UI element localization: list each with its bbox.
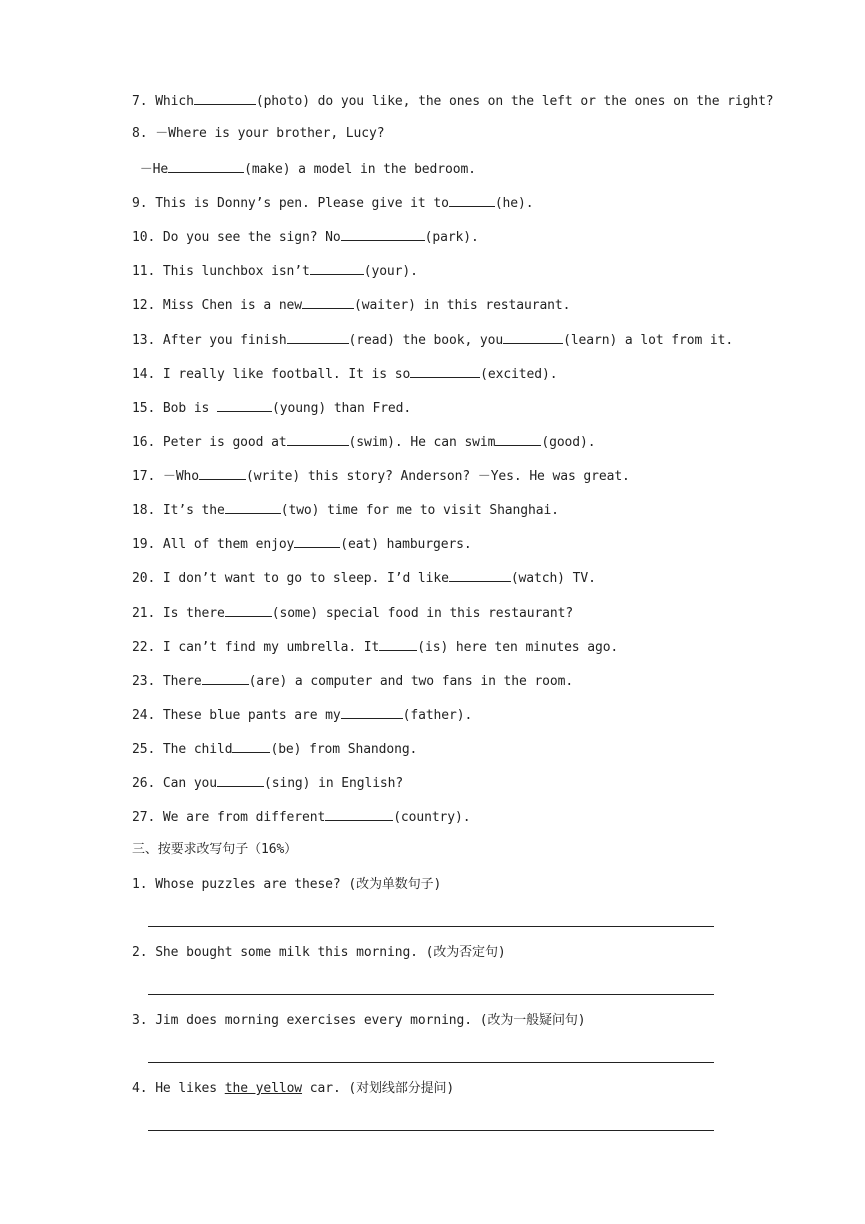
exercise-item (132, 603, 573, 623)
exercise-item (132, 466, 630, 486)
exercise-item (132, 739, 417, 759)
answer-blank[interactable] (168, 159, 244, 173)
item-text: Peter is good at (155, 435, 287, 450)
item-number: 27. (132, 810, 156, 825)
item-text: It’s the (155, 503, 225, 518)
exercise-item (132, 500, 559, 520)
item-number: 15. (132, 401, 156, 416)
item-text: This is Donny’s pen. Please give it to (147, 196, 449, 211)
exercise-item (132, 432, 595, 452)
answer-blank[interactable] (325, 807, 393, 821)
exercise-item (132, 807, 470, 827)
item-text: Which (147, 94, 194, 109)
item-text: Whose puzzles are these? (改为单数句子) (147, 877, 442, 892)
answer-blank[interactable] (503, 330, 563, 344)
exercise-item (132, 227, 479, 247)
item-text: The child (155, 742, 233, 757)
exercise-item (132, 91, 774, 111)
item-number: 17. (132, 469, 156, 484)
exercise-item (132, 705, 472, 725)
item-text: (write) this story? Anderson? －Yes. He was great. (246, 469, 630, 484)
item-text: (eat) hamburgers. (340, 537, 472, 552)
answer-blank[interactable] (194, 91, 256, 105)
answer-blank[interactable] (449, 193, 495, 207)
item-number: 26. (132, 776, 156, 791)
item-text: (some) special food in this restaurant? (271, 606, 574, 621)
answer-blank[interactable] (302, 295, 354, 309)
item-number: 13. (132, 333, 156, 348)
exercise-item (132, 295, 570, 315)
item-number: 7. (132, 94, 148, 109)
item-text: We are from different (155, 810, 326, 825)
exercise-item (132, 330, 733, 350)
item-number: 4. (132, 1081, 148, 1096)
item-text: (learn) a lot from it. (563, 333, 734, 348)
answer-blank[interactable] (341, 705, 403, 719)
answer-blank[interactable] (225, 500, 281, 514)
exercise-item (132, 568, 596, 588)
item-text: Jim does morning exercises every morning. (改为一般疑问句) (147, 1013, 586, 1028)
item-text: Can you (155, 776, 218, 791)
answer-blank[interactable] (287, 432, 349, 446)
item-text: Miss Chen is a new (155, 298, 302, 313)
answer-blank[interactable] (287, 330, 349, 344)
item-number: 25. (132, 742, 156, 757)
item-text: (make) a model in the bedroom. (244, 162, 476, 177)
rewrite-item (132, 1012, 585, 1030)
exercise-item (132, 193, 533, 213)
item-text: (are) a computer and two fans in the room. (248, 674, 574, 689)
item-text: I don’t want to go to sleep. I’d like (155, 571, 449, 586)
rewrite-item (132, 944, 506, 962)
underlined-phrase: the yellow (224, 1081, 303, 1096)
item-number: 10. (132, 230, 156, 245)
item-text: There (155, 674, 202, 689)
exercise-item (132, 637, 618, 657)
item-text: She bought some milk this morning. (改为否定句) (147, 945, 506, 960)
item-text: He likes (147, 1081, 225, 1096)
answer-line[interactable] (148, 994, 714, 995)
answer-blank[interactable] (495, 432, 541, 446)
item-number: 11. (132, 264, 156, 279)
item-text: I really like football. It is so (155, 367, 411, 382)
item-number: 3. (132, 1013, 148, 1028)
answer-blank[interactable] (379, 637, 417, 651)
item-text: Bob is (155, 401, 218, 416)
item-text: (watch) TV. (510, 571, 596, 586)
answer-blank[interactable] (225, 603, 272, 617)
item-text: (sing) in English? (264, 776, 404, 791)
item-text: －He (132, 162, 169, 177)
item-text: (father). (402, 708, 473, 723)
answer-blank[interactable] (310, 261, 364, 275)
exercise-item (132, 261, 418, 281)
exercise-item (132, 159, 476, 179)
answer-line[interactable] (148, 1062, 714, 1063)
item-text: I can’t find my umbrella. It (155, 640, 380, 655)
item-number: 24. (132, 708, 156, 723)
exercise-item (132, 534, 472, 554)
exercise-item (132, 364, 557, 384)
item-number: 23. (132, 674, 156, 689)
answer-blank[interactable] (410, 364, 480, 378)
item-text: All of them enjoy (155, 537, 295, 552)
answer-line[interactable] (148, 1130, 714, 1131)
item-number: 21. (132, 606, 156, 621)
item-text: car. (对划线部分提问) (302, 1081, 455, 1096)
item-number: 22. (132, 640, 156, 655)
item-number: 20. (132, 571, 156, 586)
item-number: 19. (132, 537, 156, 552)
item-text: (photo) do you like, the ones on the left or the ones on the right? (255, 94, 774, 109)
item-text: (be) from Shandong. (270, 742, 418, 757)
exercise-item (132, 398, 411, 418)
answer-blank[interactable] (199, 466, 246, 480)
exercise-item (132, 125, 384, 143)
item-text: －Where is your brother, Lucy? (147, 126, 385, 141)
rewrite-item (132, 876, 441, 894)
rewrite-item (132, 1080, 454, 1098)
item-number: 2. (132, 945, 148, 960)
item-text: This lunchbox isn’t (155, 264, 310, 279)
item-text: (good). (541, 435, 596, 450)
item-number: 8. (132, 126, 148, 141)
item-text: After you finish (155, 333, 287, 348)
item-text: (park). (424, 230, 479, 245)
item-text: (he). (494, 196, 534, 211)
answer-line[interactable] (148, 926, 714, 927)
answer-blank[interactable] (294, 534, 340, 548)
item-text: (young) than Fred. (272, 401, 412, 416)
answer-blank[interactable] (232, 739, 270, 753)
item-number: 9. (132, 196, 148, 211)
answer-blank[interactable] (341, 227, 425, 241)
item-text: －Who (155, 469, 199, 484)
item-text: Do you see the sign? No (155, 230, 341, 245)
item-text: (two) time for me to visit Shanghai. (280, 503, 559, 518)
item-text: These blue pants are my (155, 708, 341, 723)
item-text: (waiter) in this restaurant. (354, 298, 571, 313)
item-number: 14. (132, 367, 156, 382)
item-text: (country). (393, 810, 471, 825)
item-text: (excited). (480, 367, 558, 382)
exercise-item (132, 773, 403, 793)
exercise-item (132, 671, 573, 691)
item-text: Is there (155, 606, 225, 621)
item-number: 1. (132, 877, 148, 892)
section-heading: 三、按要求改写句子（16%） (132, 842, 298, 857)
item-text: (swim). He can swim (348, 435, 496, 450)
answer-blank[interactable] (202, 671, 249, 685)
item-text: (your). (363, 264, 418, 279)
item-text: (read) the book, you (348, 333, 504, 348)
item-text: (is) here ten minutes ago. (417, 640, 619, 655)
answer-blank[interactable] (217, 773, 264, 787)
item-number: 12. (132, 298, 156, 313)
answer-blank[interactable] (217, 398, 272, 412)
item-number: 16. (132, 435, 156, 450)
item-number: 18. (132, 503, 156, 518)
answer-blank[interactable] (449, 568, 511, 582)
